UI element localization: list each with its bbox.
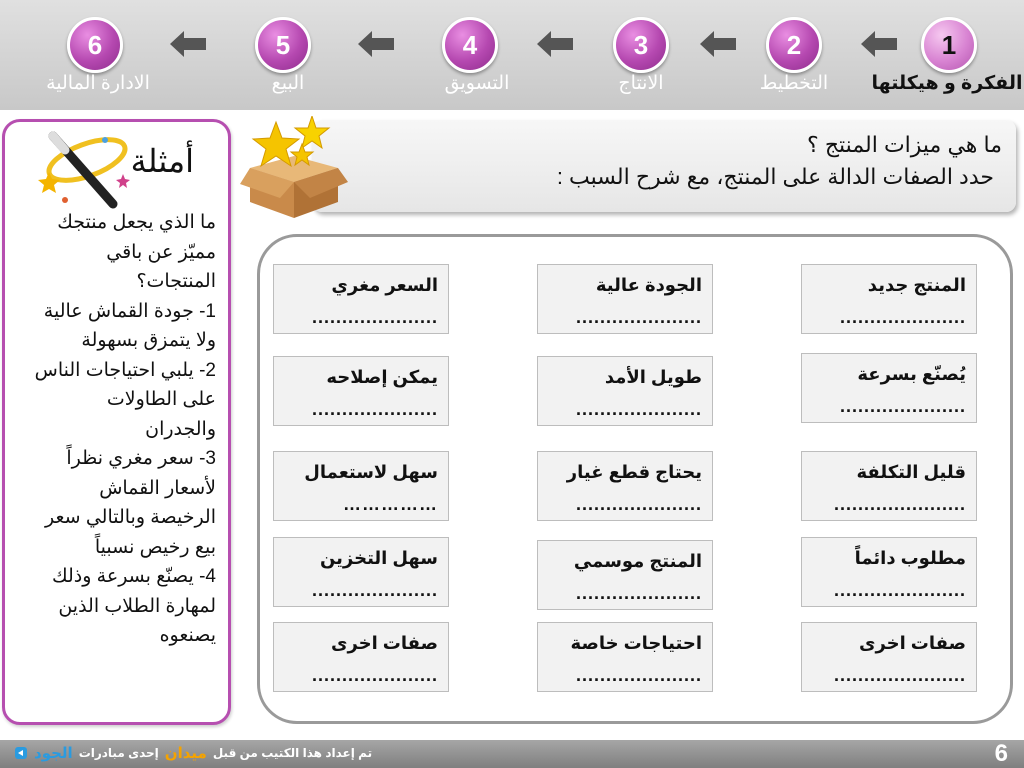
attribute-label: السعر مغري [331,275,438,295]
step-4-label[interactable]: التسويق [444,73,510,94]
brand-name: ميدان [164,745,207,762]
question-box [312,120,1016,212]
step-3-label[interactable]: الانتاج [618,73,664,94]
credit-suffix: إحدى مبادرات [78,746,159,760]
attribute-blank: ..................... [311,399,438,419]
gift-box-stars-icon [240,116,348,220]
attribute-blank: ..................... [311,307,438,327]
arrow-left-icon [861,31,897,57]
attribute-card-repairable[interactable] [273,356,449,426]
footer-credit [14,744,372,762]
examples-title: أمثلة [130,142,194,180]
attribute-card-seasonal[interactable] [537,540,713,610]
attribute-label: سهل التخزين [319,548,438,568]
attribute-label: صفات اخرى [858,633,966,653]
attribute-label: احتياجات خاصة [570,633,702,653]
question-instruction: حدد الصفات الدالة على المنتج، مع شرح السبب : [556,164,994,189]
attribute-blank: ..................... [839,307,966,327]
step-5-label[interactable]: البيع [271,73,305,94]
attribute-card-needs-spare-parts[interactable] [537,451,713,521]
partner-logo-icon [14,746,28,760]
step-1-circle[interactable]: 1 [921,17,977,73]
attribute-blank: ...................... [833,494,966,514]
attribute-card-long-lasting[interactable] [537,356,713,426]
arrow-left-icon [700,31,736,57]
attribute-card-easy-storage[interactable] [273,537,449,607]
attribute-label: طويل الأمد [604,367,702,387]
examples-line: والجدران [145,418,216,440]
attribute-card-low-cost[interactable] [801,451,977,521]
attribute-label: الجودة عالية [595,275,702,295]
examples-line: الرخيصة وبالتالي سعر [44,507,216,528]
examples-line: على الطاولات [106,389,216,410]
attribute-label: قليل التكلفة [856,462,966,482]
step-1-label[interactable]: الفكرة و هيكلتها [871,73,1023,94]
attribute-label: مطلوب دائماً [854,548,966,568]
footer-bar [0,740,1024,768]
examples-line: لأسعار القماش [99,477,216,499]
examples-line: ما الذي يجعل منتجك [57,212,216,233]
attribute-blank: ..................... [575,494,702,514]
attribute-label: يحتاج قطع غيار [566,462,702,482]
examples-panel [2,119,231,725]
attribute-blank: ..................... [575,665,702,685]
page-number: 6 [994,740,1008,767]
attribute-blank: …………… [343,494,438,514]
attribute-card-other-1[interactable] [801,622,977,692]
attribute-blank: ...................... [833,665,966,685]
attribute-card-new-product[interactable] [801,264,977,334]
question-title: ما هي ميزات المنتج ؟ [807,132,1002,157]
examples-line: 1- جودة القماش عالية [43,300,216,322]
examples-line: بيع رخيص نسبياً [94,536,216,558]
examples-line: يصنعوه [159,625,216,646]
examples-line: لمهارة الطلاب الذين [58,595,216,617]
step-6-circle[interactable]: 6 [67,17,123,73]
credit-text: تم إعداد هذا الكتيب من قبل [212,746,373,760]
partner-logo: الجود [34,745,73,762]
step-5-circle[interactable]: 5 [255,17,311,73]
step-2-label[interactable]: التخطيط [759,73,829,94]
attribute-label: المنتج جديد [867,275,966,295]
examples-line: 4- يصنّع بسرعة وذلك [51,566,216,587]
attribute-label: صفات اخرى [330,633,438,653]
attribute-card-other-2[interactable] [273,622,449,692]
attribute-card-always-demanded[interactable] [801,537,977,607]
arrow-left-icon [170,31,206,57]
step-3-circle[interactable]: 3 [613,17,669,73]
steps-bar [0,0,1024,110]
examples-line: المنتجات؟ [136,271,216,292]
attribute-blank: ..................... [575,583,702,603]
arrow-left-icon [537,31,573,57]
examples-text [6,208,216,651]
arrow-left-icon [358,31,394,57]
attribute-card-easy-to-use[interactable] [273,451,449,521]
step-4-circle[interactable]: 4 [442,17,498,73]
attribute-card-fast-made[interactable] [801,353,977,423]
examples-line: مميّز عن باقي [106,241,216,263]
examples-line: 2- يلبي احتياجات الناس [34,359,216,381]
attribute-blank: ..................... [575,399,702,419]
attribute-label: يمكن إصلاحه [326,367,438,387]
attribute-blank: ..................... [575,307,702,327]
attribute-blank: ..................... [311,665,438,685]
step-6-label[interactable]: الادارة المالية [46,73,150,94]
attribute-label: يُصنّع بسرعة [857,364,966,384]
attribute-label: سهل لاستعمال [304,462,438,482]
examples-line: 3- سعر مغري نظراً [66,448,216,469]
attribute-card-attractive-price[interactable] [273,264,449,334]
examples-line: ولا يتمزق بسهولة [81,330,216,351]
attribute-label: المنتج موسمي [573,551,702,571]
attribute-card-high-quality[interactable] [537,264,713,334]
attribute-blank: ...................... [833,580,966,600]
magic-wand-icon [35,126,135,210]
step-2-circle[interactable]: 2 [766,17,822,73]
attribute-card-special-needs[interactable] [537,622,713,692]
attribute-blank: ..................... [839,396,966,416]
attribute-blank: ..................... [311,580,438,600]
